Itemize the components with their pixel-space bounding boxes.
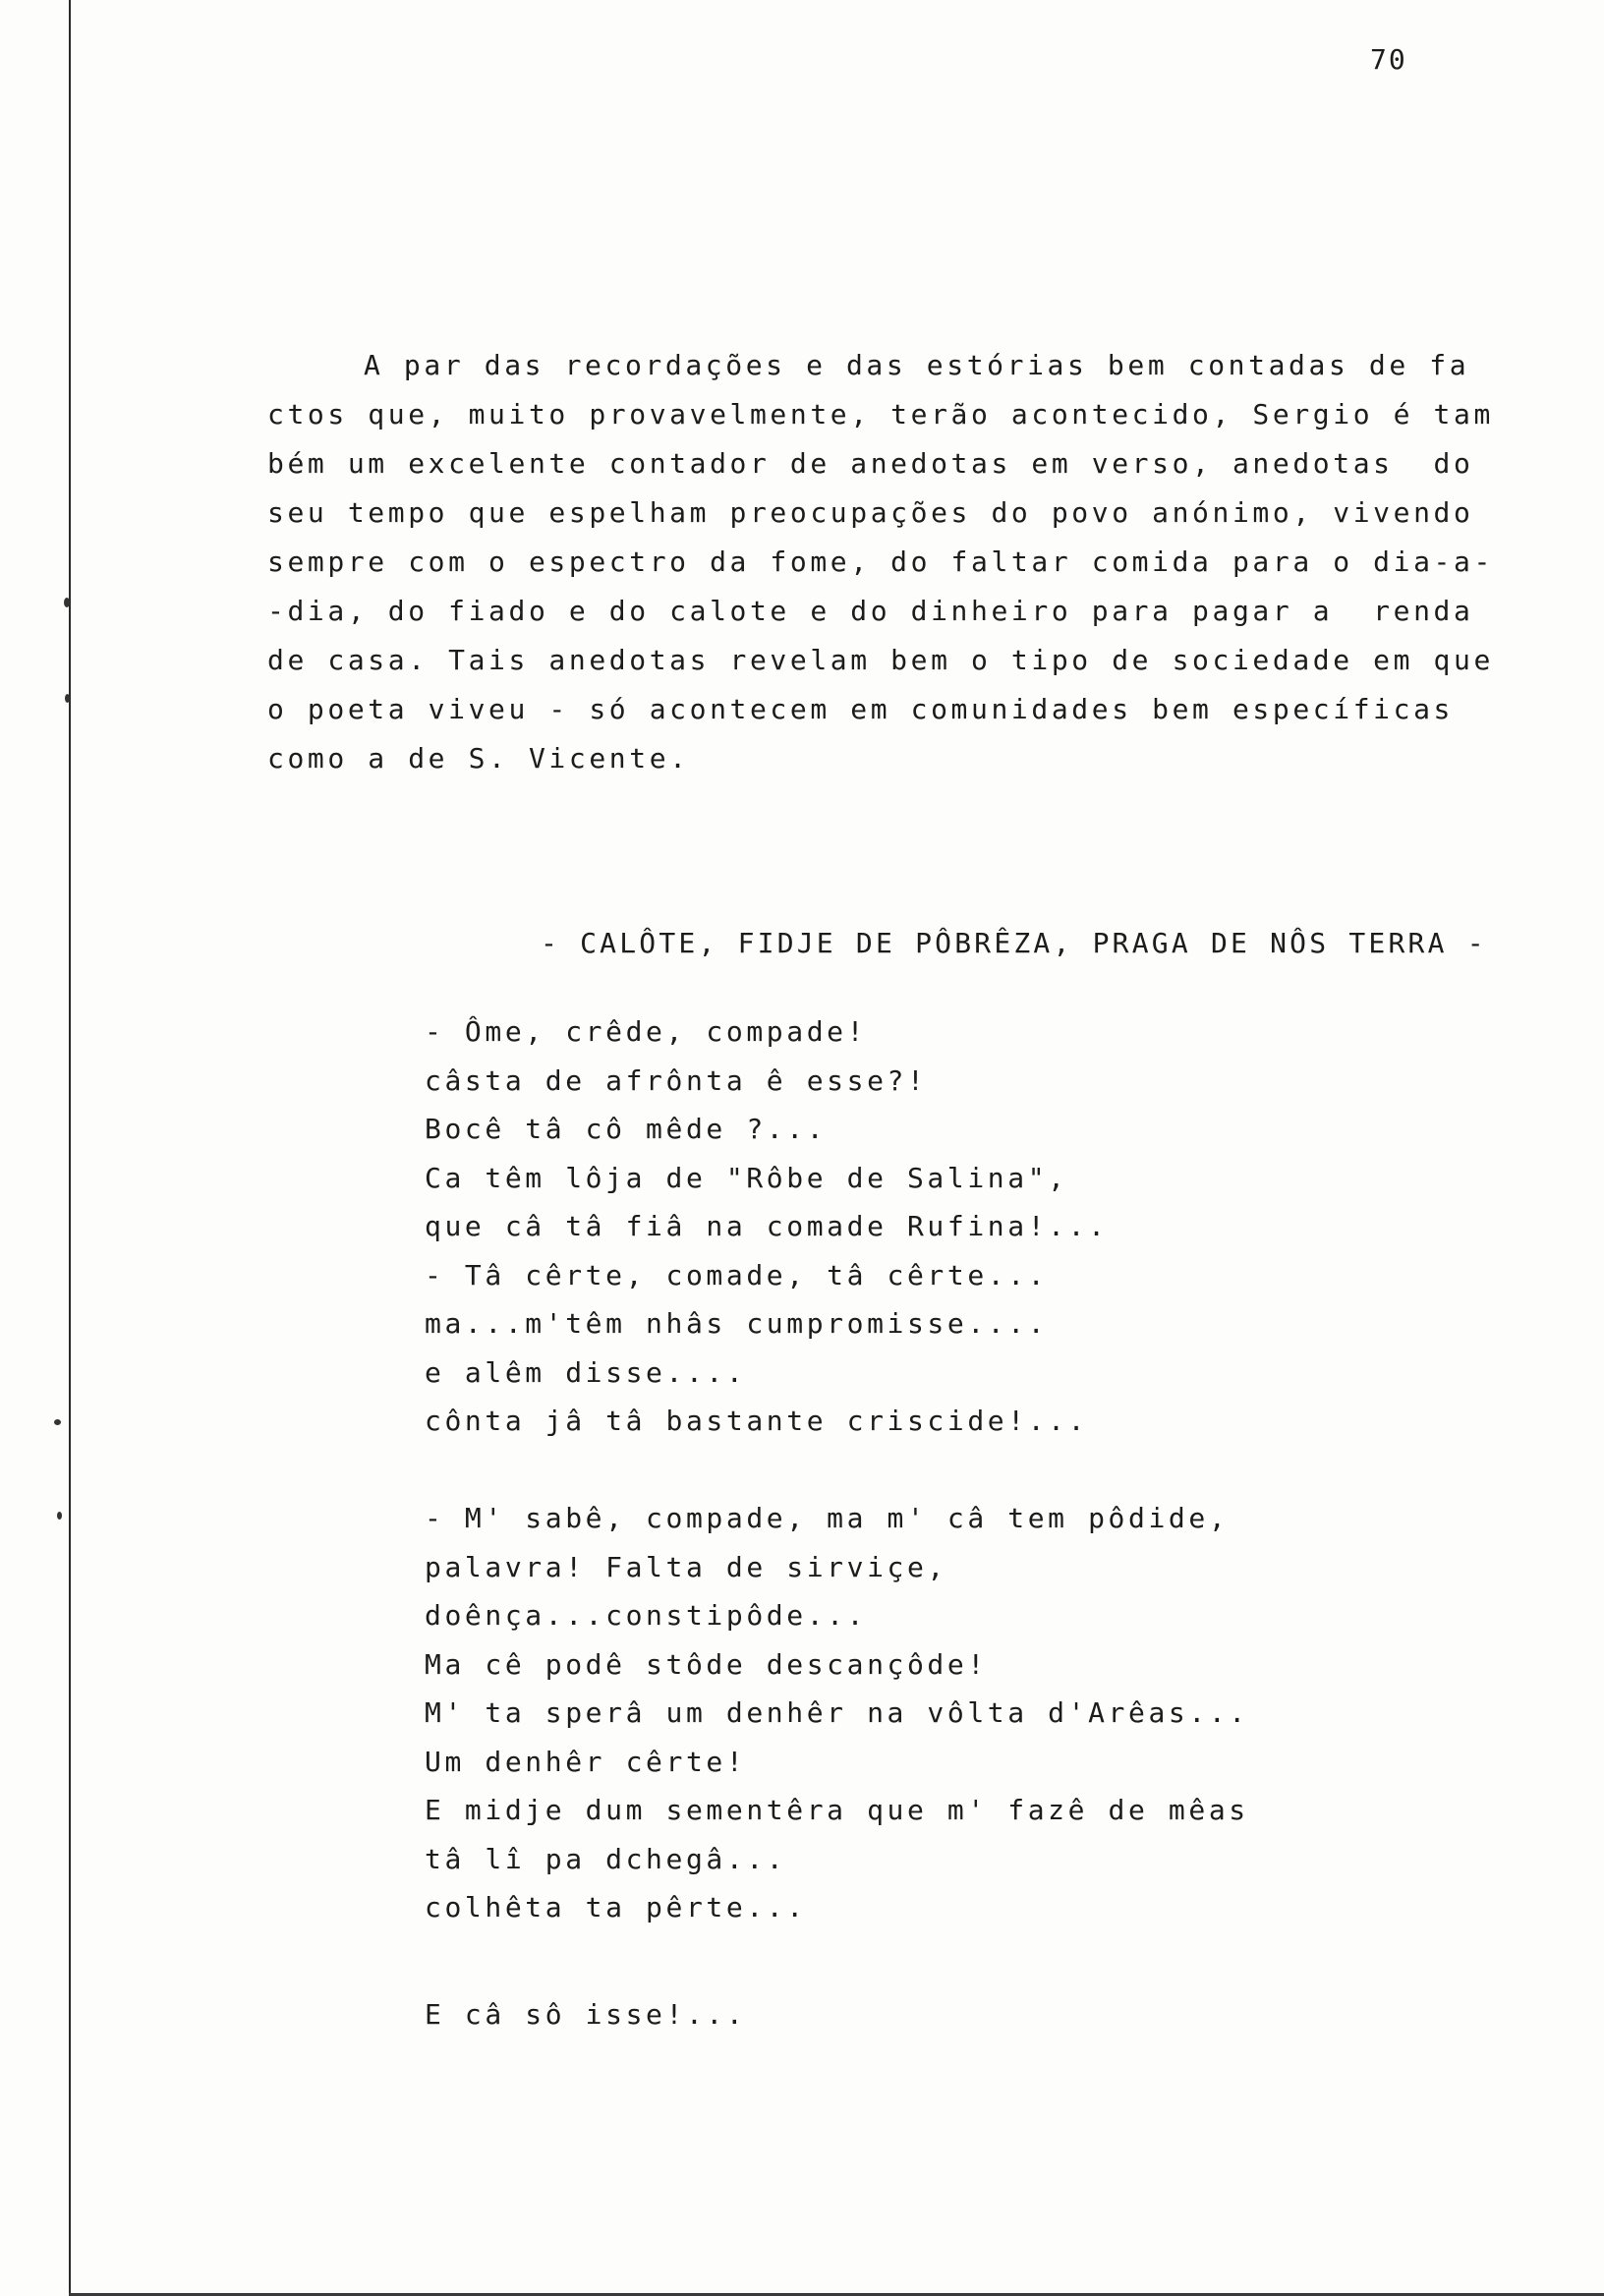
left-margin-rule bbox=[69, 0, 71, 2296]
verse-line: Bocê tâ cô mêde ?... bbox=[425, 1113, 828, 1145]
verse-line: cônta jâ tâ bastante criscide!... bbox=[425, 1405, 1089, 1437]
paragraph-line: de casa. Tais anedotas revelam bem o tipo de sociedade em que bbox=[267, 644, 1494, 676]
verse-line: doênça...constipôde... bbox=[425, 1599, 868, 1632]
poem-stanza-1 bbox=[425, 1007, 1109, 1446]
verse-line: colhêta ta pêrte... bbox=[425, 1891, 807, 1923]
verse-line: câsta de afrônta ê esse?! bbox=[425, 1063, 928, 1097]
scan-speck bbox=[54, 1419, 61, 1425]
verse-line: M' ta sperâ um denhêr na vôlta d'Arêas... bbox=[425, 1696, 1249, 1729]
paragraph-line: sempre com o espectro da fome, do faltar comida para o dia-a- bbox=[267, 545, 1494, 578]
poem-stanza-3 bbox=[425, 1990, 746, 2039]
page-number: 70 bbox=[1370, 43, 1407, 76]
paragraph-line: seu tempo que espelham preocupações do povo anónimo, vivendo bbox=[267, 496, 1474, 529]
verse-line: E câ sô isse!... bbox=[425, 1998, 747, 2031]
paragraph-line: como a de S. Vicente. bbox=[267, 742, 690, 775]
verse-line: Ma cê podê stôde descançôde! bbox=[425, 1647, 988, 1681]
paragraph-line: A par das recordações e das estórias bem contadas de fa bbox=[364, 349, 1470, 381]
verse-line: Um denhêr cêrte! bbox=[425, 1745, 747, 1778]
verse-line: E midje dum sementêra que m' fazê de mêas bbox=[425, 1794, 1249, 1826]
verse-line: - M' sabê, compade, ma m' câ tem pôdide, bbox=[425, 1502, 1230, 1534]
verse-line: que câ tâ fiâ na comade Rufina!... bbox=[425, 1210, 1109, 1242]
verse-line: e alêm disse.... bbox=[425, 1355, 747, 1389]
verse-line: tâ lî pa dchegâ... bbox=[425, 1842, 787, 1875]
verse-line: palavra! Falta de sirviçe, bbox=[425, 1550, 947, 1583]
scan-speck bbox=[65, 694, 70, 703]
verse-line: ma...m'têm nhâs cumpromisse.... bbox=[425, 1307, 1049, 1340]
poem-stanza-2 bbox=[425, 1494, 1249, 1932]
scan-speck bbox=[64, 598, 70, 607]
paragraph-line: ctos que, muito provavelmente, terão acontecido, Sergio é tam bbox=[267, 398, 1494, 430]
scan-speck bbox=[57, 1512, 62, 1520]
verse-line: Ca têm lôja de "Rôbe de Salina", bbox=[425, 1161, 1068, 1194]
poem-title: - CALÔTE, FIDJE DE PÔBRÊZA, PRAGA DE NÔS TERRA - bbox=[541, 927, 1487, 959]
verse-line: - Ôme, crêde, compade! bbox=[425, 1015, 868, 1048]
verse-line: - Tâ cêrte, comade, tâ cêrte... bbox=[425, 1258, 1049, 1292]
paragraph-line: -dia, do fiado e do calote e do dinheiro para pagar a renda bbox=[267, 595, 1474, 627]
paragraph-line: o poeta viveu - só acontecem em comunidades bem específicas bbox=[267, 693, 1454, 725]
intro-paragraph bbox=[267, 341, 1494, 783]
paragraph-line: bém um excelente contador de anedotas em verso, anedotas do bbox=[267, 447, 1474, 480]
